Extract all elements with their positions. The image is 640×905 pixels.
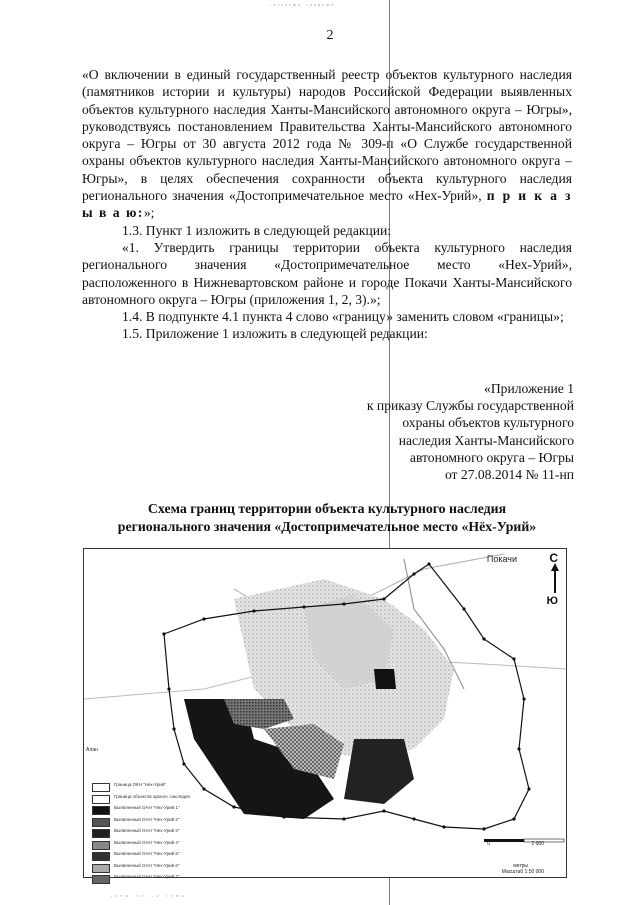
scan-noise-top: ·ʷˢʳᵘᵉᵐᵃ ·ᵃᵉᵖᵉᵐᵃ <box>268 2 336 10</box>
legend-swatch <box>92 818 110 827</box>
paragraph-1-4: 1.4. В подпункте 4.1 пункта 4 слово «границу» заменить словом «границы»; <box>122 309 564 325</box>
legend-label: Выявленный ОАН "Нех-Урий 2" <box>114 816 180 822</box>
scale-end-label: 2 000 <box>531 841 544 847</box>
town-label: Покачи <box>486 554 517 564</box>
legend-label: Выявленный ОАН "Нех-Урий 3" <box>114 828 180 833</box>
legend-swatch <box>92 783 110 792</box>
appendix-header <box>367 380 574 483</box>
legend-label: Граница объектов археол. наследия <box>114 793 190 799</box>
paragraph-intro-end: »; <box>143 205 155 221</box>
legend-item <box>92 827 202 839</box>
appendix-line: к приказу Службы государственной <box>366 398 574 414</box>
legend-item <box>92 816 202 828</box>
boundary-map <box>83 548 567 878</box>
legend-label: Выявленный ОАН "Нех-Урий 5" <box>114 851 180 856</box>
north-label: С <box>549 551 558 565</box>
legend-swatch <box>92 864 110 873</box>
paragraph-point-1: «1. Утвердить границы территории объекта культурного наследия регионального значения «Достопримечательное место «Нех-Урий», расположенного в Нижневартовском районе и городе Покачи Ханты-Мансийского автономного округа – Югры (приложения 1, 2, 3).»; <box>82 239 572 307</box>
legend-item <box>92 839 202 851</box>
paragraph-1-3: 1.3. Пункт 1 изложить в следующей редакции: <box>122 222 392 238</box>
map-title-line: регионального значения «Достопримечательное место «Нёх-Урий» <box>117 518 537 534</box>
scan-noise-bottom: ·ᵃᵉᵐ ᵘᵉ ·ᵘ ʳᵉᵐᵃ <box>110 893 188 901</box>
place-label: Алан <box>86 747 98 753</box>
paragraph-1-5: 1.5. Приложение 1 изложить в следующей редакции: <box>122 326 428 342</box>
paragraph-intro-text: «О включении в единый государственный реестр объектов культурного наследия (памятников истории и культуры) народов Российской Федерации выявленных объектов культурного наследия Ханты-Мансийского автономного округа – Югры», руководствуясь постановлением Правительства Ханты-Мансийского автономного округа – Югры от 30 августа 2012 года № 309-п «О Службе государственной охраны объектов культурного наследия Ханты-Мансийского автономного округа – Югры», в целях обеспечения сохранности объекта культурного наследия регионального значения «Достопримечательное место «Нех-Урий», <box>82 67 572 204</box>
scale-bar <box>484 839 564 842</box>
legend-label: Выявленный ОАН "Нех-Урий 1" <box>114 805 180 810</box>
legend-item <box>92 862 202 874</box>
south-label: Ю <box>546 595 558 607</box>
scale-zero-label: 0 <box>487 841 490 847</box>
legend-item <box>92 793 202 805</box>
appendix-line: автономного округа – Югры <box>409 449 574 465</box>
legend-swatch <box>92 852 110 861</box>
map-legend <box>92 781 202 885</box>
appendix-line: от 27.08.2014 № 11-нп <box>444 467 574 483</box>
appendix-line: охраны объектов культурного <box>402 415 574 431</box>
legend-item <box>92 850 202 862</box>
legend-item <box>92 873 202 885</box>
map-title-line: Схема границ территории объекта культурного наследия <box>147 501 507 516</box>
legend-swatch <box>92 795 110 804</box>
legend-swatch <box>92 829 110 838</box>
page-number: 2 <box>326 28 334 43</box>
legend-item <box>92 804 202 816</box>
legend-label: Выявленный ОАН "Нех-Урий 7" <box>114 874 180 879</box>
north-arrow <box>551 563 559 593</box>
appendix-line: «Приложение 1 <box>484 381 574 396</box>
legend-label: Граница ОКН "Нех-Урий" <box>114 782 166 787</box>
legend-label: Выявленный ОАН "Нех-Урий 6" <box>114 862 180 868</box>
legend-label: Выявленный ОАН "Нех-Урий 4" <box>114 839 180 845</box>
appendix-line: наследия Ханты-Мансийского <box>398 432 574 448</box>
zone-dark <box>344 739 414 804</box>
legend-swatch <box>92 875 110 884</box>
body-text <box>82 66 572 343</box>
zone-dark <box>374 669 396 689</box>
scale-units-label: метры <box>513 863 528 869</box>
legend-swatch <box>92 806 110 815</box>
legend-swatch <box>92 841 110 850</box>
legend-item <box>92 781 202 793</box>
paragraph-intro <box>82 66 572 222</box>
scale-text: Масштаб 1:50 000 <box>501 869 544 875</box>
order-word: п р и к а з ы в а ю: <box>82 188 572 221</box>
map-title <box>82 500 572 535</box>
